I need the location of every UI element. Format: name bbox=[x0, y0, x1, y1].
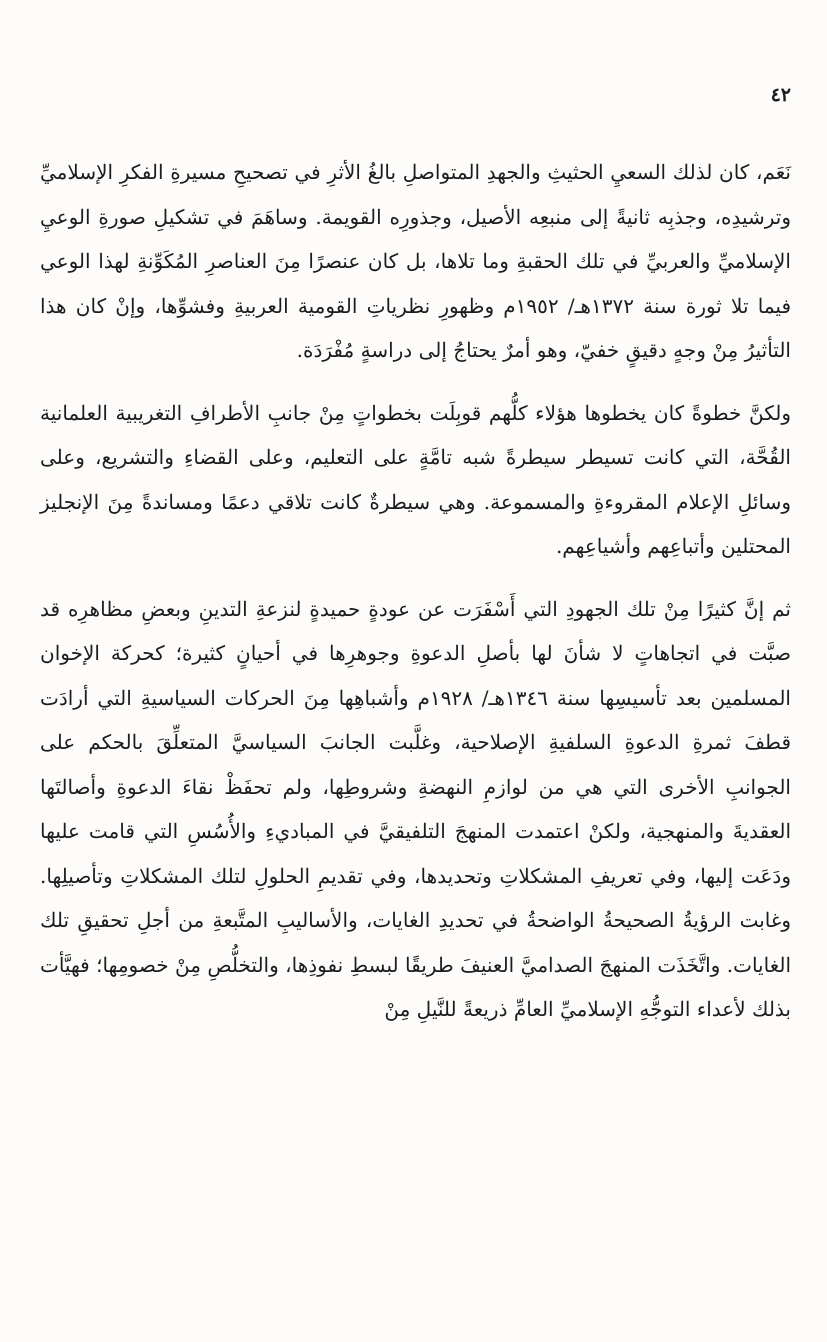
paragraph-2: ولكنَّ خطوةً كان يخطوها هؤلاء كلُّهم قوبِلَت بخطواتٍ مِنْ جانبِ الأطرافِ التغريبية العلمانية القُحَّة، التي كانت تسيطر سيطرةً شبه تامَّةٍ على التعليم، وعلى القضاءِ والتشريع، وعلى وسائلِ الإعلام المقروءةِ والمسموعة. وهي سيطرةٌ كانت تلاقي دعمًا ومساندةً مِنَ الإنجليز المحتلين وأتباعِهم وأشياعِهم. bbox=[40, 400, 791, 558]
paragraph-1: نَعَم، كان لذلك السعيِ الحثيثِ والجهدِ المتواصلِ بالغُ الأثرِ في تصحيحِ مسيرةِ الفكرِ الإسلاميِّ وترشيدِه، وجذبِه ثانيةً إلى منبعِه الأصيل، وجذورِه القويمة. وساهَمَ في تشكيلِ صورةِ الوعيِ الإسلاميِّ والعربيِّ في تلك الحقبةِ وما تلاها، بل كان عنصرًا مِنَ العناصرِ المُكَوِّنةِ لهذا الوعي فيما تلا ثورة سنة ١٣٧٢هـ/ ١٩٥٢م وظهورِ نظرياتِ القومية العربيةِ وفشوِّها، وإنْ كان هذا التأثيرُ مِنْ وجهٍ دقيقٍ خفيّ، وهو أمرٌ يحتاجُ إلى دراسةٍ مُفْرَدَة. bbox=[40, 160, 791, 362]
body-text bbox=[40, 150, 791, 1050]
page-number: ٤٢ bbox=[770, 84, 791, 106]
paragraph-3: ثم إنَّ كثيرًا مِنْ تلك الجهودِ التي أَسْفَرَت عن عودةٍ حميدةٍ لنزعةِ التدينِ وبعضِ مظاهرِه قد صبَّت في اتجاهاتٍ لا شأنَ لها بأصلِ الدعوةِ وجوهرِها في أحيانٍ كثيرة؛ كحركة الإخوان المسلمين بعد تأسيسِها سنة ١٣٤٦هـ/ ١٩٢٨م وأشباهِها مِنَ الحركات السياسيةِ التي أرادَت قطفَ ثمرةِ الدعوةِ السلفيةِ الإصلاحية، وغلَّبت الجانبَ السياسيَّ المتعلِّقَ بالحكم على الجوانبِ الأخرى التي هي من لوازمِ النهضةِ وشروطِها، ولم تحفَظْ نقاءَ الدعوةِ وأصالتَها العقديةَ والمنهجية، ولكنْ اعتمدت المنهجَ التلفيقيَّ في المباديءِ والأُسُسِ التي قامت عليها ودَعَت إليها، وفي تعريفِ المشكلاتِ وتحديدها، وفي تقديمِ الحلولِ لتلك المشكلاتِ وتأصيلِها. وغابت الرؤيةُ الصحيحةُ الواضحةُ في تحديدِ الغايات، والأساليبِ المتَّبعةِ من أجلِ تحقيقِ تلك الغايات. واتَّخَذَت المنهجَ الصداميَّ العنيفَ طريقًا لبسطِ نفوذِها، والتخلُّصِ مِنْ خصومِها؛ فهيَّأت بذلك لأعداء التوجُّهِ الإسلاميِّ العامِّ ذريعةً للنَّيلِ مِنْ bbox=[40, 596, 791, 1021]
